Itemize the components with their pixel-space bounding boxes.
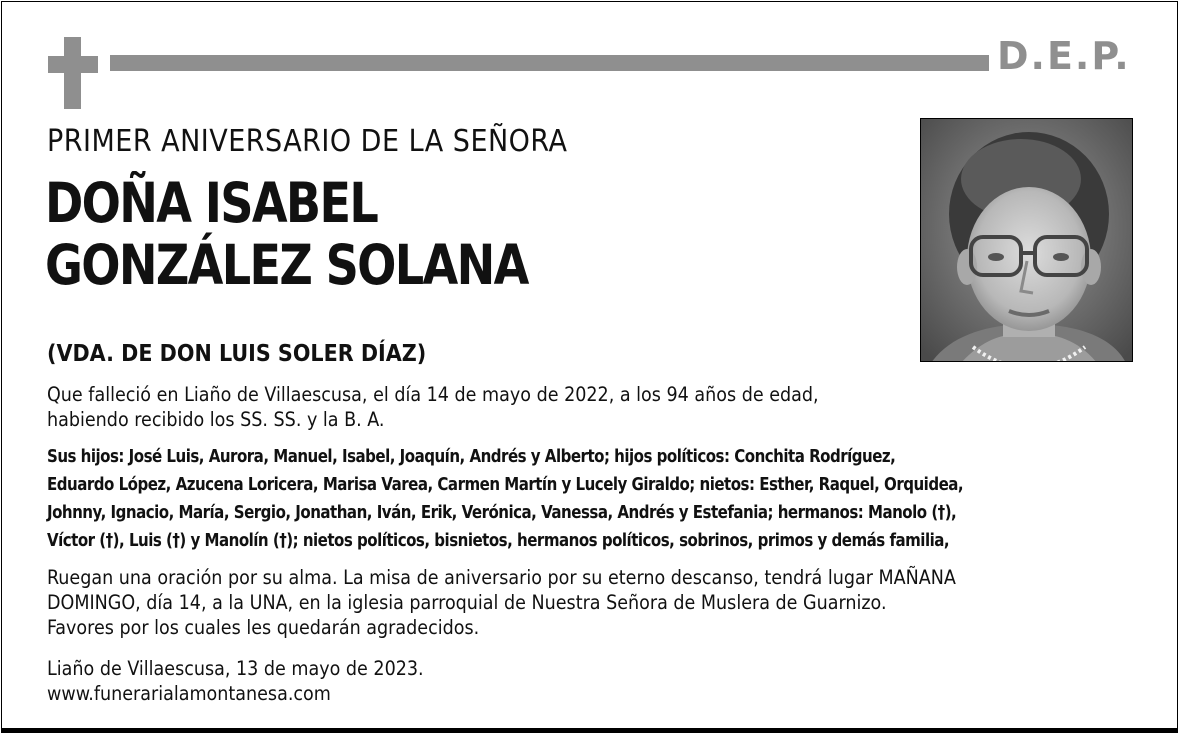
deceased-name-line: DOÑA ISABEL xyxy=(45,171,378,235)
widow-of-line: (VDA. DE DON LUIS SOLER DÍAZ) xyxy=(47,341,427,367)
paragraph-line: Sus hijos: José Luis, Aurora, Manuel, Isabel, Joaquín, Andrés y Alberto; hijos políticos: Conchita Rodríguez, xyxy=(47,447,896,467)
deceased-name xyxy=(45,172,528,296)
paragraph-line: Johnny, Ignacio, María, Sergio, Jonathan, Iván, Erik, Verónica, Vanessa, Andrés y Estefania; hermanos: Manolo (†), xyxy=(47,503,957,523)
mass-paragraph xyxy=(47,565,956,640)
dep-label: D.E.P. xyxy=(997,34,1131,78)
portrait-photo xyxy=(920,118,1133,362)
family-paragraph xyxy=(47,443,963,555)
death-paragraph xyxy=(47,382,819,432)
paragraph-line: DOMINGO, día 14, a la UNA, en la iglesia parroquial de Nuestra Señora de Muslera de Guarnizo. xyxy=(47,591,887,614)
paragraph-line: Víctor (†), Luis (†) y Manolín (†); nietos políticos, bisnietos, hermanos políticos, sobrinos, primos y demás familia, xyxy=(47,531,950,551)
footer-paragraph xyxy=(47,656,424,706)
paragraph-line: Favores por los cuales les quedarán agradecidos. xyxy=(47,616,480,639)
header-rule xyxy=(110,55,989,71)
website-link[interactable]: www.funerarialamontanesa.com xyxy=(47,682,331,705)
deceased-name-line: GONZÁLEZ SOLANA xyxy=(45,233,528,297)
paragraph-line: Que falleció en Liaño de Villaescusa, el día 14 de mayo de 2022, a los 94 años de edad, xyxy=(47,383,819,406)
anniversary-heading: PRIMER ANIVERSARIO DE LA SEÑORA xyxy=(47,124,568,159)
paragraph-line: Eduardo López, Azucena Loricera, Marisa Varea, Carmen Martín y Lucely Giraldo; nietos: Esther, Raquel, Orquidea, xyxy=(47,475,964,495)
cross-icon xyxy=(48,37,98,109)
place-date: Liaño de Villaescusa, 13 de mayo de 2023. xyxy=(47,657,424,680)
paragraph-line: Ruegan una oración por su alma. La misa de aniversario por su eterno descanso, tendrá lugar MAÑANA xyxy=(47,566,956,589)
paragraph-line: habiendo recibido los SS. SS. y la B. A. xyxy=(47,408,385,431)
